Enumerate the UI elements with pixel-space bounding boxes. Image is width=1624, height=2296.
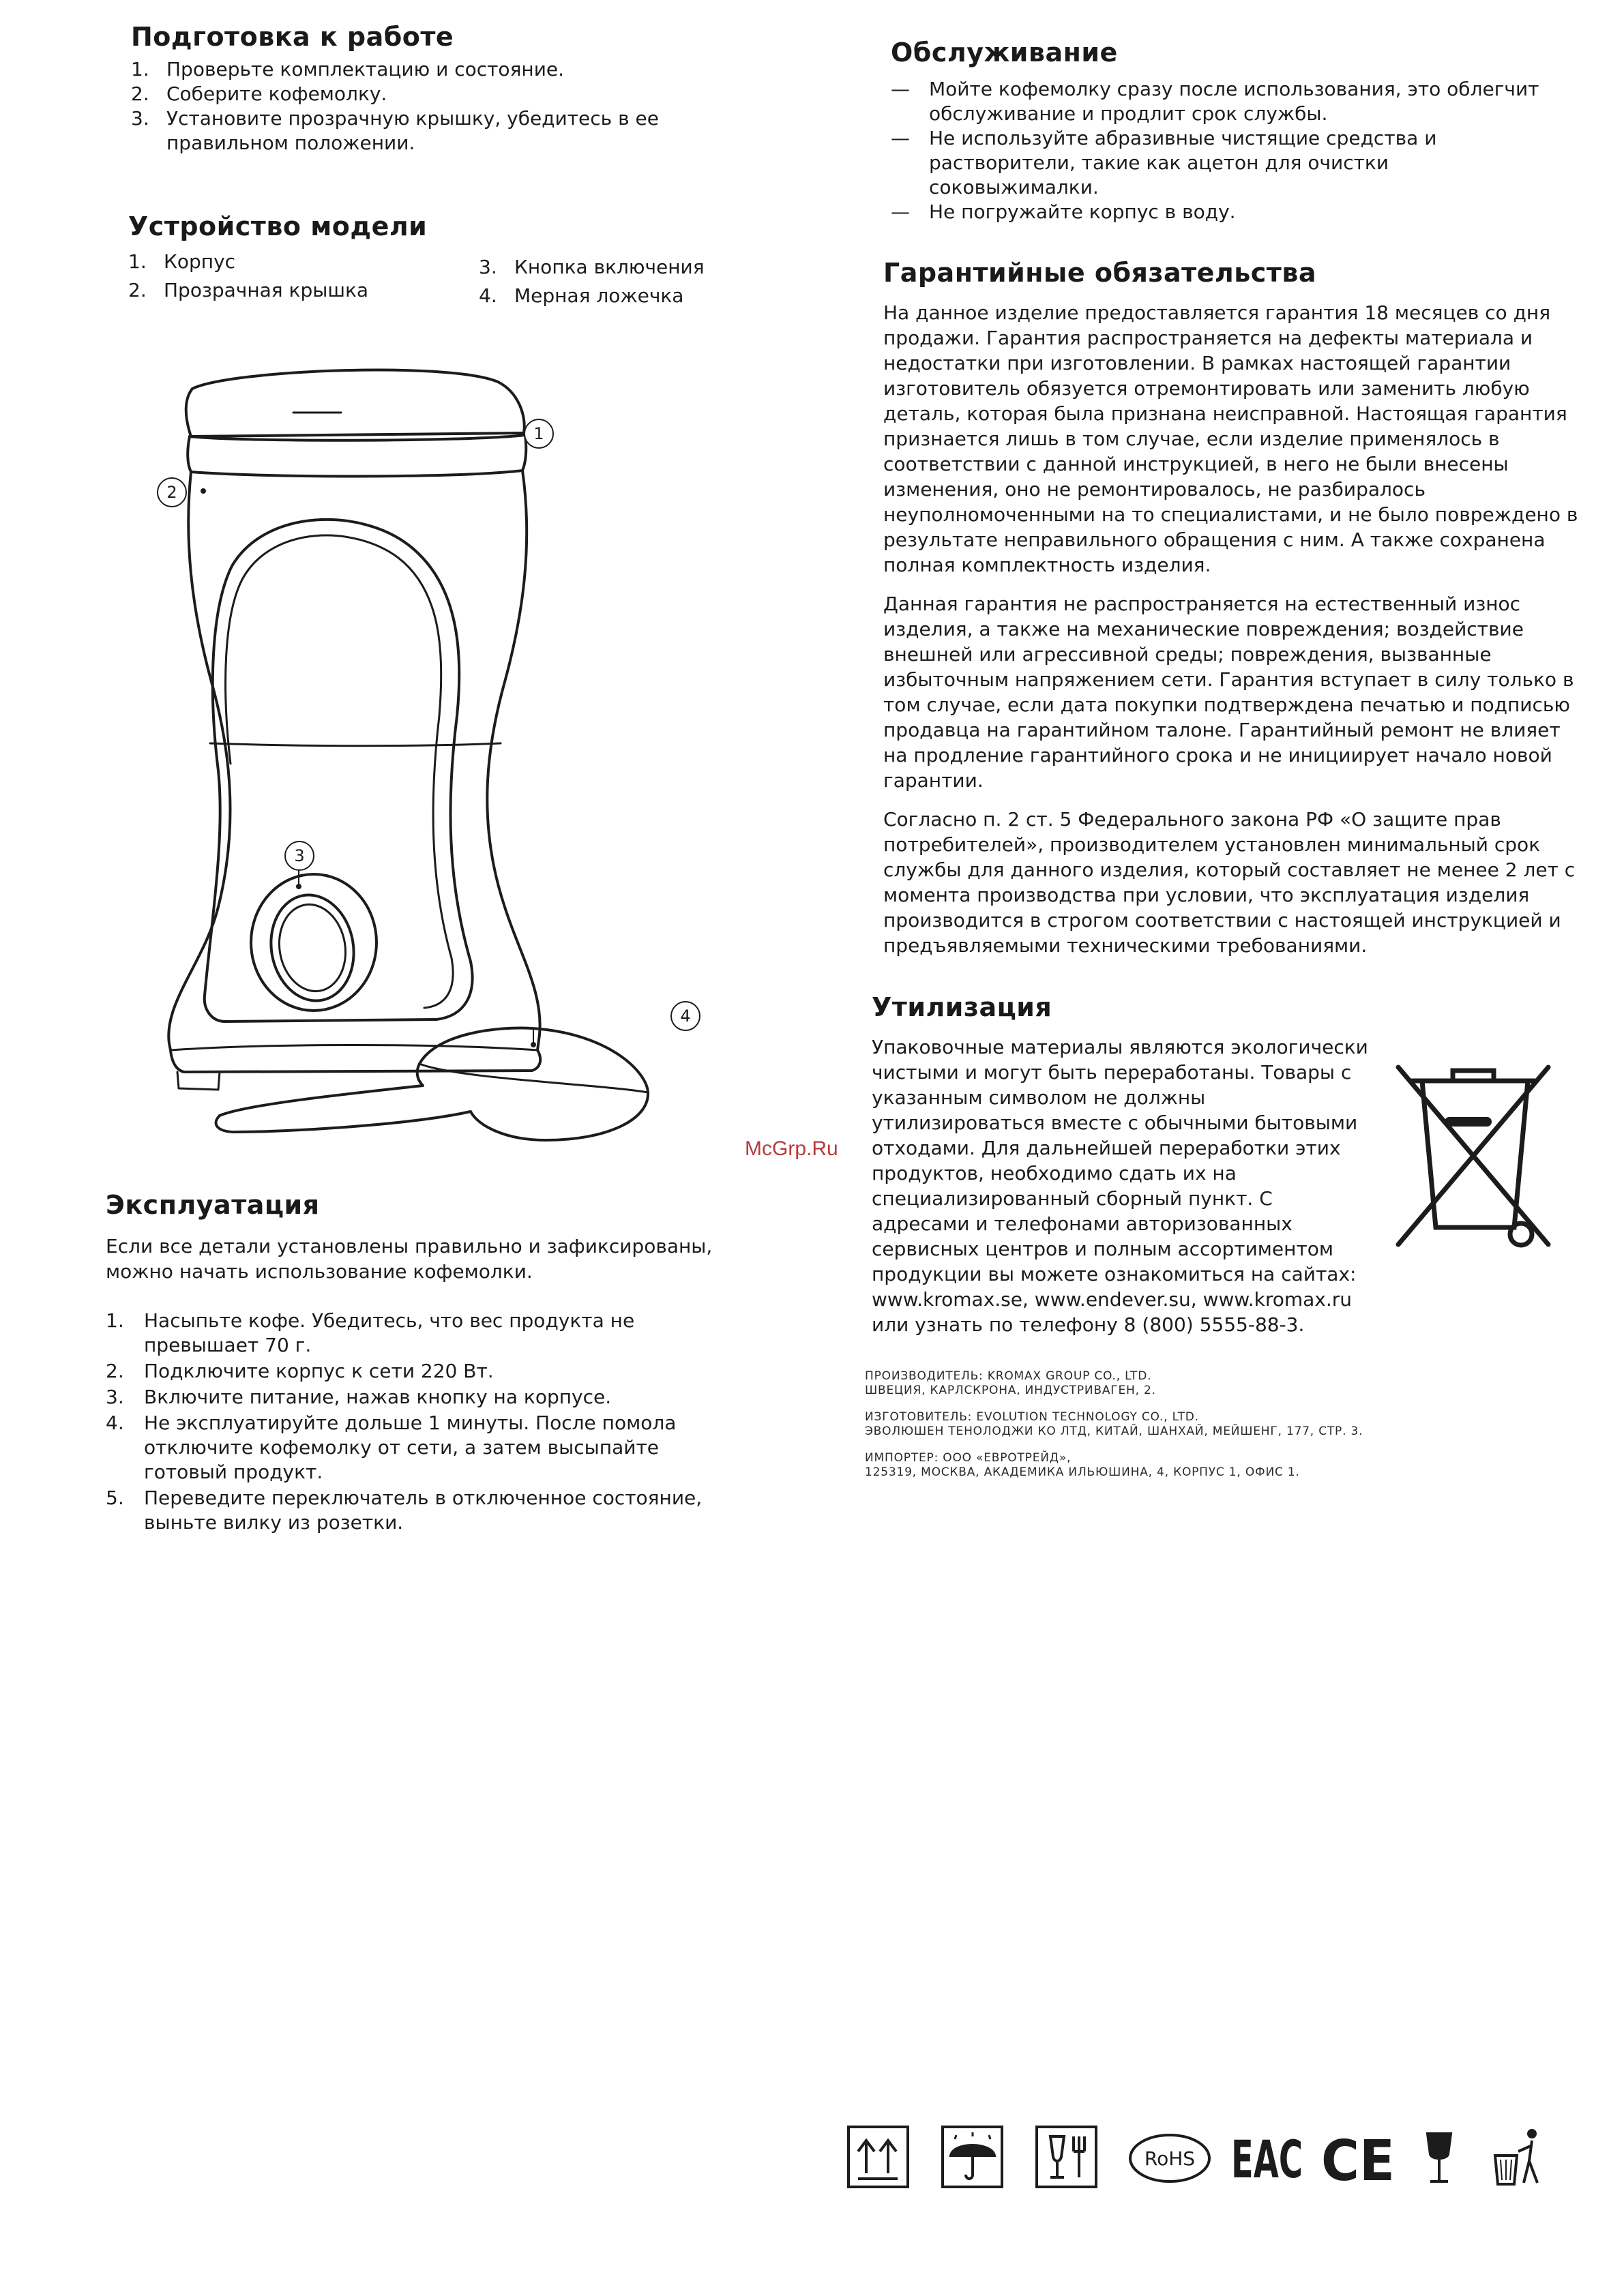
fragile-glass-icon (1415, 2124, 1463, 2192)
list-item: 2. Соберите кофемолку. (131, 83, 387, 105)
list-item: 1. Корпус (128, 250, 236, 273)
eac-label: EAC (1231, 2129, 1303, 2190)
warranty-section (883, 258, 1579, 958)
watermark-text: McGrp.Ru (745, 1137, 838, 1160)
disposal-title: Утилизация (872, 992, 1052, 1022)
prep-section (131, 22, 758, 155)
maintenance-title: Обслуживание (891, 38, 1118, 68)
device-title: Устройство модели (128, 211, 428, 241)
list-item: 1. Проверьте комплектацию и состояние. (131, 58, 565, 80)
legal-line: ИЗГОТОВИТЕЛЬ: EVOLUTION TECHNOLOGY CO., LTD. (865, 1410, 1199, 1424)
list-item: — Не используйте абразивные чистящие средства и растворители, такие как ацетон для очистки соковыжималки. (891, 127, 1437, 198)
operation-list (106, 1309, 747, 1535)
list-item: 3. Установите прозрачную крышку, убедитесь в ее правильном положении. (131, 107, 659, 154)
legal-info (865, 1369, 1479, 1480)
warranty-title: Гарантийные обязательства (883, 258, 1317, 288)
coffee-grinder-illustration (136, 361, 818, 1166)
operation-title: Эксплуатация (106, 1190, 320, 1220)
rohs-label: RoHS (1144, 2147, 1196, 2170)
operation-intro: Если все детали установлены правильно и зафиксированы, можно начать использование кофемолки. (106, 1235, 713, 1283)
list-item: 2. Подключите корпус к сети 220 Вт. (106, 1360, 494, 1382)
this-way-up-icon (846, 2124, 911, 2192)
legal-line: ЭВОЛЮШЕН ТЕНОЛОДЖИ КО ЛТД, КИТАЙ, ШАНХАЙ, МЕЙШЕНГ, 177, СТР. 3. (865, 1425, 1363, 1438)
list-item: — Мойте кофемолку сразу после использования, это облегчит обслуживание и продлит срок службы. (891, 78, 1539, 125)
warranty-paragraph-3: Согласно п. 2 ст. 5 Федерального закона РФ «О защите прав потребителей», производителем установлен минимальный срок службы для данного изделия, который составляет не менее 2 лет с момента производства при условии, что эксплуатация изделия производится в строгом соответствии с настоящей инструкцией и предъявляемыми техническими требованиями. (883, 808, 1576, 957)
legal-line: 125319, МОСКВА, АКАДЕМИКА ИЛЬЮШИНА, 4, КОРПУС 1, ОФИС 1. (865, 1465, 1300, 1479)
device-list-left (128, 250, 415, 303)
prep-title: Подготовка к работе (131, 22, 454, 52)
callout-1: 1 (524, 419, 554, 449)
ce-label: CE (1321, 2129, 1395, 2194)
tidy-disposal-icon (1487, 2124, 1552, 2192)
list-item: 1. Насыпьте кофе. Убедитесь, что вес продукта не превышает 70 г. (106, 1309, 635, 1356)
legal-line: ПРОИЗВОДИТЕЛЬ: KROMAX GROUP CO., LTD. (865, 1369, 1152, 1383)
list-item: 5. Переведите переключатель в отключенное состояние, выньте вилку из розетки. (106, 1487, 703, 1534)
warranty-paragraph-1: На данное изделие предоставляется гарантия 18 месяцев со дня продажи. Гарантия распространяется на дефекты материала и недостатки при изготовлении. В рамках настоящей гарантии изготовитель обязуется отремонтировать или заменить любую деталь, которая была признана неисправной. Настоящая гарантия признается лишь в том случае, если изделие применялось в соответствии с данной инструкцией, в него не были внесены изменения, оно не ремонтировалось, не разбиралось неуполномоченными на то специалистами, и не было повреждено в результате неправильного обращения с ним. А также сохранена полная комплектность изделия. (883, 301, 1578, 576)
device-list-right (479, 255, 752, 308)
keep-dry-icon (940, 2124, 1005, 2192)
list-item: 3. Кнопка включения (479, 256, 705, 278)
legal-line: ШВЕЦИЯ, КАРЛСКРОНА, ИНДУСТРИВАГЕН, 2. (865, 1384, 1156, 1397)
callout-3: 3 (284, 841, 314, 871)
ce-mark (1321, 2124, 1396, 2192)
legal-line: ИМПОРТЕР: ООО «ЕВРОТРЕЙД», (865, 1451, 1072, 1465)
food-safe-icon (1034, 2124, 1099, 2192)
warranty-paragraph-2: Данная гарантия не распространяется на естественный износ изделия, а также на механические повреждения; воздействие внешней или агрессивной среды; повреждения, вызванные избыточным напряжением сети. Гарантия вступает в силу только в том случае, если дата покупки подтверждена печатью и подписью продавца на гарантийном талоне. Гарантийный ремонт не влияет на продление гарантийного срока и не инициирует начало новой гарантии. (883, 593, 1574, 792)
device-section (128, 211, 756, 307)
maintenance-list (891, 77, 1546, 224)
callout-2: 2 (157, 477, 187, 507)
weee-crossed-bin-icon (1385, 1040, 1562, 1258)
operation-section (106, 1190, 747, 1535)
maintenance-section (891, 38, 1546, 224)
disposal-text: Упаковочные материалы являются экологически чистыми и могут быть переработаны. Товары с указанным символом не должны утилизироваться вместе с обычными бытовыми отходами. Для дальнейшей переработки этих продуктов, необходимо сдать их на специализированный сборный пункт. С адресами и телефонами авторизованных сервисных центров и полным ассортиментом продукции вы можете ознакомиться на сайтах: www.kromax.se, www.endever.su, www.kromax.ru или узнать по телефону 8 (800) 5555-88-3. (872, 1036, 1368, 1336)
rohs-mark (1125, 2124, 1214, 2192)
list-item: 4. Мерная ложечка (479, 284, 684, 307)
list-item: 2. Прозрачная крышка (128, 279, 369, 301)
eac-mark (1231, 2124, 1306, 2192)
certification-icons (846, 2124, 1555, 2192)
list-item: 4. Не эксплуатируйте дольше 1 минуты. После помола отключите кофемолку от сети, а затем высыпайте готовый продукт. (106, 1412, 677, 1483)
list-item: — Не погружайте корпус в воду. (891, 200, 1236, 223)
callout-4: 4 (670, 1001, 700, 1031)
prep-list (131, 57, 758, 155)
list-item: 3. Включите питание, нажав кнопку на корпусе. (106, 1386, 612, 1408)
